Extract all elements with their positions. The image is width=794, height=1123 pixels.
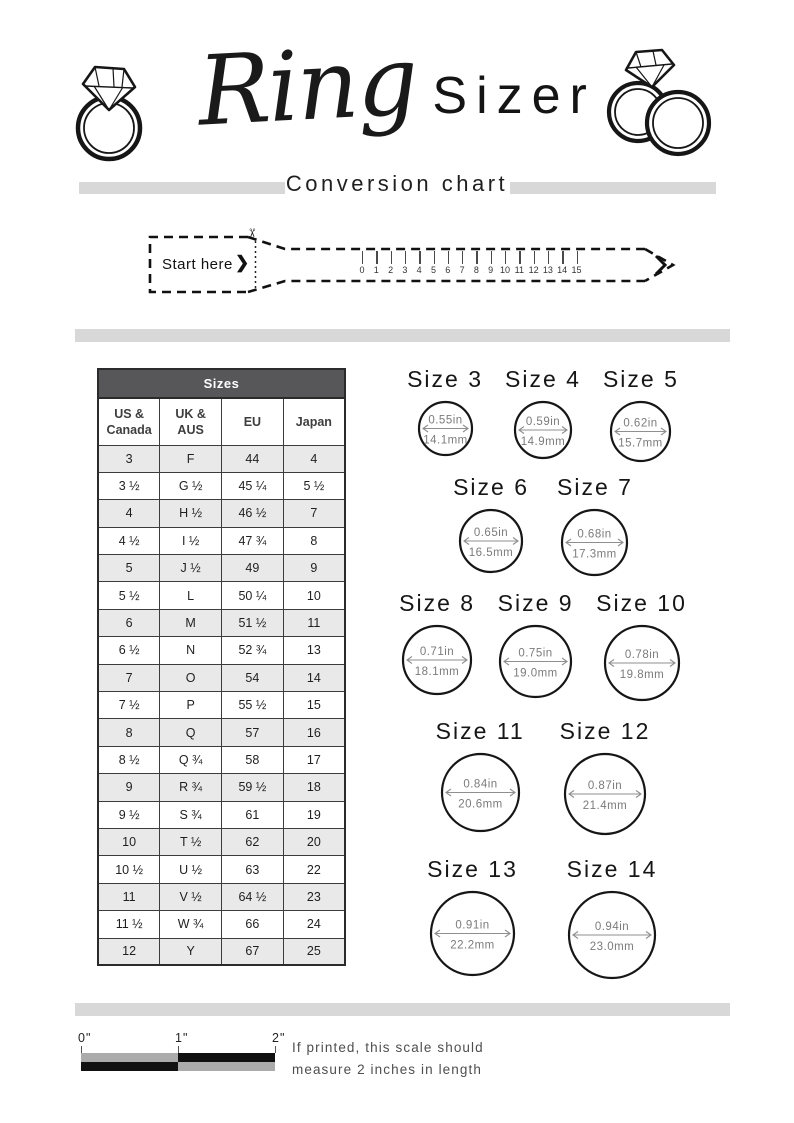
ring-sizer-strip <box>145 225 690 305</box>
table-cell: 25 <box>283 938 345 965</box>
table-cell: 57 <box>222 719 284 746</box>
table-cell: 54 <box>222 664 284 691</box>
diameter-inches: 0.75in <box>518 647 553 660</box>
ring-size-circle <box>456 506 526 576</box>
strip-tick-label: 8 <box>473 265 479 275</box>
table-cell: 22 <box>283 856 345 883</box>
scissors-icon: ✂ <box>245 227 260 239</box>
table-row <box>98 911 345 938</box>
section-divider-bottom <box>75 1003 730 1016</box>
ring-size-circle <box>565 888 659 982</box>
table-cell: 50 ¼ <box>222 582 284 609</box>
strip-tick-label: 12 <box>528 265 539 275</box>
table-cell: 5 ½ <box>98 582 160 609</box>
ruler-segment <box>178 1053 275 1062</box>
table-cell: 45 ¼ <box>222 472 284 499</box>
table-cell: 20 <box>283 828 345 855</box>
diameter-inches: 0.68in <box>577 528 613 541</box>
table-cell: W ¾ <box>160 911 222 938</box>
diameter-inches: 0.91in <box>455 919 490 932</box>
strip-tick-mark <box>405 251 406 264</box>
table-cell: 52 ¾ <box>222 637 284 664</box>
table-row <box>98 719 345 746</box>
subtitle: Conversion chart <box>285 171 509 196</box>
size-circle-row <box>362 474 724 579</box>
size-circle-item <box>565 856 659 982</box>
diameter-inches: 0.62in <box>623 417 659 430</box>
strip-tick-mark <box>391 251 392 264</box>
print-note <box>292 1037 484 1080</box>
table-cell: 3 ½ <box>98 472 160 499</box>
table-cell: U ½ <box>160 856 222 883</box>
table-cell: Y <box>160 938 222 965</box>
table-cell: 47 ¾ <box>222 527 284 554</box>
ruler-tick <box>81 1046 82 1053</box>
table-cell: 15 <box>283 692 345 719</box>
table-cell: S ¾ <box>160 801 222 828</box>
size-label: Size 3 <box>407 366 484 392</box>
table-cell: 14 <box>283 664 345 691</box>
table-cell: 16 <box>283 719 345 746</box>
ring-size-circle <box>561 750 649 838</box>
start-chevron-icon: ❯ <box>235 253 250 272</box>
table-cell: 44 <box>222 445 284 472</box>
table-cell: 46 ½ <box>222 500 284 527</box>
table-cell: 6 <box>98 609 160 636</box>
table-cell: 11 <box>98 883 160 910</box>
table-header <box>98 398 345 445</box>
ring-size-circle <box>496 622 575 701</box>
sizes-table <box>97 397 346 966</box>
strip-tick-mark <box>362 251 363 264</box>
table-cell: 59 ½ <box>222 774 284 801</box>
size-label: Size 4 <box>505 366 581 392</box>
size-circle-item <box>399 590 475 698</box>
strip-tick-mark <box>548 251 549 264</box>
table-cell: 8 <box>283 527 345 554</box>
strip-tick-label: 2 <box>388 265 394 275</box>
table-row <box>98 637 345 664</box>
diameter-inches: 0.71in <box>419 646 455 658</box>
table-cell: 24 <box>283 911 345 938</box>
ring-size-circle <box>399 622 475 698</box>
table-row <box>98 664 345 691</box>
page-title-script: Ring <box>195 24 420 148</box>
diameter-mm: 19.8mm <box>619 669 664 681</box>
diameter-mm: 14.1mm <box>422 434 468 447</box>
size-circle-item <box>557 474 633 579</box>
table-cell: 7 ½ <box>98 692 160 719</box>
size-circle-item <box>407 366 483 459</box>
table-column-header: Japan <box>283 398 345 445</box>
diameter-inches: 0.87in <box>587 780 623 792</box>
table-cell: 23 <box>283 883 345 910</box>
page-title-sans: Sizer <box>432 67 596 125</box>
ring-size-circle <box>558 506 631 579</box>
diameter-mm: 16.5mm <box>468 547 514 559</box>
table-cell: 7 <box>283 500 345 527</box>
size-label: Size 12 <box>559 718 651 744</box>
table-cell: 67 <box>222 938 284 965</box>
size-circle-item <box>496 590 575 701</box>
table-cell: Q <box>160 719 222 746</box>
size-circle-item <box>603 366 679 465</box>
table-row <box>98 500 345 527</box>
diameter-mm: 22.2mm <box>450 939 495 952</box>
strip-tick-label: 4 <box>416 265 422 275</box>
print-scale-ruler <box>78 1031 286 1073</box>
table-cell: I ½ <box>160 527 222 554</box>
table-column-header: UK & AUS <box>160 398 222 445</box>
table-cell: N <box>160 637 222 664</box>
size-label: Size 6 <box>453 474 529 500</box>
table-cell: 11 ½ <box>98 911 160 938</box>
ring-size-circle <box>607 398 674 465</box>
diameter-mm: 21.4mm <box>582 800 628 812</box>
strip-tick-mark <box>577 251 578 264</box>
table-cell: 8 ½ <box>98 746 160 773</box>
ruler-inch-label: 0" <box>78 1031 92 1045</box>
table-cell: 64 ½ <box>222 883 284 910</box>
print-note-line2: measure 2 inches in length <box>292 1061 482 1077</box>
diameter-mm: 17.3mm <box>572 548 618 561</box>
strip-tick-label: 5 <box>430 265 436 275</box>
size-circle-item <box>560 718 651 838</box>
table-cell: L <box>160 582 222 609</box>
ruler-tick <box>178 1046 179 1053</box>
table-cell: 49 <box>222 555 284 582</box>
strip-tick-mark <box>491 251 492 264</box>
double-rings-icon <box>590 40 718 163</box>
table-row <box>98 692 345 719</box>
table-row <box>98 555 345 582</box>
diameter-mm: 14.9mm <box>520 436 566 448</box>
strip-tick-label: 0 <box>359 265 365 275</box>
diameter-inches: 0.84in <box>462 778 498 791</box>
table-row <box>98 445 345 472</box>
table-column-header: EU <box>222 398 284 445</box>
size-label: Size 5 <box>602 366 679 392</box>
size-circle-row <box>362 366 724 465</box>
strip-tick-label: 11 <box>514 265 524 275</box>
section-divider-top <box>75 329 730 342</box>
ruler-segment <box>81 1062 178 1071</box>
table-row <box>98 938 345 965</box>
table-cell: G ½ <box>160 472 222 499</box>
diameter-inches: 0.59in <box>525 416 561 428</box>
ring-size-circle <box>427 888 518 979</box>
diameter-mm: 18.1mm <box>414 666 460 678</box>
size-circle-row <box>362 856 724 982</box>
table-cell: 62 <box>222 828 284 855</box>
strip-tick-mark <box>519 251 520 264</box>
table-cell: F <box>160 445 222 472</box>
ring-size-circle <box>415 398 476 459</box>
table-cell: 17 <box>283 746 345 773</box>
diameter-inches: 0.94in <box>594 921 630 933</box>
strip-tick-label: 10 <box>499 265 510 275</box>
size-circle-item <box>596 590 687 704</box>
table-cell: 7 <box>98 664 160 691</box>
strip-tick-mark <box>534 251 535 264</box>
table-row <box>98 828 345 855</box>
table-row <box>98 527 345 554</box>
strip-tick-label: 13 <box>542 265 553 275</box>
size-circle-item <box>453 474 529 576</box>
size-circle-item <box>505 366 581 462</box>
table-cell: 51 ½ <box>222 609 284 636</box>
diameter-mm: 20.6mm <box>457 798 503 811</box>
ruler-segment <box>178 1062 275 1071</box>
diameter-mm: 19.0mm <box>513 667 558 680</box>
ruler-tick <box>275 1046 276 1053</box>
strip-tick-mark <box>376 251 377 264</box>
table-cell: 11 <box>283 609 345 636</box>
table-cell: 18 <box>283 774 345 801</box>
size-circle-item <box>436 718 525 835</box>
diameter-inches: 0.65in <box>473 527 509 539</box>
table-cell: 9 ½ <box>98 801 160 828</box>
ring-size-circle <box>511 398 575 462</box>
ruler-inch-label: 2" <box>272 1031 286 1045</box>
table-cell: V ½ <box>160 883 222 910</box>
diameter-mm: 23.0mm <box>589 941 635 953</box>
diameter-mm: 15.7mm <box>618 437 664 450</box>
table-cell: 10 ½ <box>98 856 160 883</box>
table-row <box>98 883 345 910</box>
table-cell: J ½ <box>160 555 222 582</box>
table-cell: 8 <box>98 719 160 746</box>
table-cell: 5 ½ <box>283 472 345 499</box>
size-label: Size 14 <box>566 856 658 882</box>
strip-tick-label: 15 <box>571 265 582 275</box>
diameter-inches: 0.55in <box>427 414 463 427</box>
strip-tick-mark <box>419 251 420 264</box>
table-cell: 63 <box>222 856 284 883</box>
size-label: Size 8 <box>399 590 476 616</box>
strip-tick-label: 7 <box>459 265 465 275</box>
size-circle-row <box>362 718 724 838</box>
strip-tick-mark <box>462 251 463 264</box>
ruler-segment <box>81 1053 178 1062</box>
conversion-table <box>97 368 346 966</box>
table-cell: H ½ <box>160 500 222 527</box>
table-cell: 58 <box>222 746 284 773</box>
print-note-line1: If printed, this scale should <box>292 1040 484 1055</box>
table-row <box>98 774 345 801</box>
table-cell: 4 <box>98 500 160 527</box>
strip-tick-label: 6 <box>445 265 451 275</box>
strip-tick-mark <box>448 251 449 264</box>
table-cell: 4 <box>283 445 345 472</box>
strip-tick-label: 9 <box>488 265 494 275</box>
ring-size-circle <box>438 750 523 835</box>
size-label: Size 7 <box>557 474 633 500</box>
table-cell: P <box>160 692 222 719</box>
size-circle-row <box>362 590 724 704</box>
strip-tick-mark <box>505 251 506 264</box>
table-cell: 19 <box>283 801 345 828</box>
size-label: Size 10 <box>596 590 687 616</box>
table-row <box>98 472 345 499</box>
table-cell: M <box>160 609 222 636</box>
table-row <box>98 856 345 883</box>
size-label: Size 9 <box>497 590 574 616</box>
table-cell: 4 ½ <box>98 527 160 554</box>
strip-tick-label: 3 <box>402 265 408 275</box>
table-cell: T ½ <box>160 828 222 855</box>
start-here-label: Start here <box>162 256 233 273</box>
table-title: Sizes <box>97 368 346 397</box>
strip-tick-label: 1 <box>373 265 379 275</box>
table-cell: 10 <box>283 582 345 609</box>
table-cell: 6 ½ <box>98 637 160 664</box>
size-label: Size 13 <box>427 856 518 882</box>
size-label: Size 11 <box>435 718 525 744</box>
table-cell: 10 <box>98 828 160 855</box>
subtitle-bar-right <box>510 182 716 194</box>
size-circle-item <box>427 856 518 979</box>
strip-tick-mark <box>562 251 563 264</box>
table-column-header: US & Canada <box>98 398 160 445</box>
table-row <box>98 609 345 636</box>
table-row <box>98 746 345 773</box>
diameter-inches: 0.78in <box>624 649 659 661</box>
table-cell: 61 <box>222 801 284 828</box>
table-cell: 9 <box>283 555 345 582</box>
table-row <box>98 801 345 828</box>
table-cell: Q ¾ <box>160 746 222 773</box>
table-cell: 13 <box>283 637 345 664</box>
strip-tick-mark <box>476 251 477 264</box>
table-cell: O <box>160 664 222 691</box>
ring-size-circle <box>601 622 683 704</box>
table-cell: R ¾ <box>160 774 222 801</box>
ruler-inch-label: 1" <box>175 1031 189 1045</box>
table-cell: 5 <box>98 555 160 582</box>
strip-tick-mark <box>434 251 435 264</box>
strip-tick-label: 14 <box>557 265 568 275</box>
table-cell: 66 <box>222 911 284 938</box>
table-cell: 3 <box>98 445 160 472</box>
table-cell: 55 ½ <box>222 692 284 719</box>
table-cell: 12 <box>98 938 160 965</box>
table-row <box>98 582 345 609</box>
table-cell: 9 <box>98 774 160 801</box>
